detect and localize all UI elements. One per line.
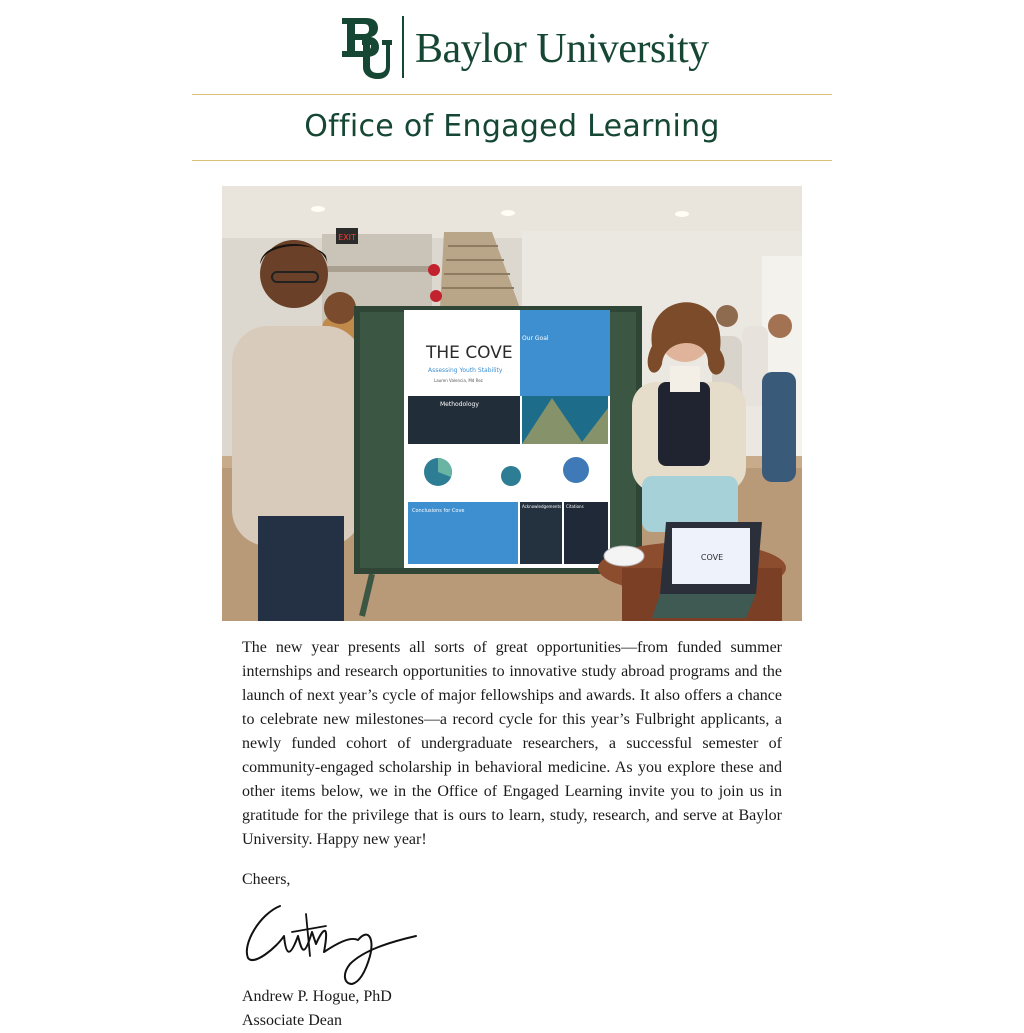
- office-title: Office of Engaged Learning: [304, 109, 720, 144]
- feature-photo[interactable]: [222, 186, 802, 621]
- email-header: [0, 0, 1024, 94]
- photo-image-icon: [222, 186, 802, 621]
- signature-icon: [240, 896, 422, 988]
- poster-conclusion-heading: Conclusions for Cove: [412, 508, 465, 514]
- laptop-screen-text: COVE: [700, 553, 724, 562]
- poster-authors: Lauren Valencia, Md Rez: [434, 378, 483, 383]
- signer-title: Associate Dean: [242, 1012, 342, 1029]
- baylor-bu-logo-icon[interactable]: [340, 16, 392, 80]
- poster-acknowledgements-heading: Acknowledgements: [522, 504, 562, 509]
- logo-divider: [402, 16, 404, 78]
- poster-methodology-heading: Methodology: [440, 401, 479, 408]
- logo-wordmark[interactable]: Baylor University: [415, 26, 709, 72]
- poster-citations-heading: Citations: [566, 504, 584, 509]
- poster-brand: THE COVE: [426, 343, 513, 363]
- signer-name: Andrew P. Hogue, PhD: [242, 988, 392, 1005]
- poster-goal-heading: Our Goal: [522, 335, 549, 342]
- header-rule-top: [192, 94, 832, 95]
- poster-title: Assessing Youth Stability: [428, 367, 503, 374]
- letter-closing: Cheers,: [242, 871, 291, 888]
- header-rule-bottom: [192, 160, 832, 161]
- exit-sign-text: EXIT: [338, 233, 356, 242]
- letter-body: The new year presents all sorts of great opportunities—from funded summer internships and research opportunities to innovative study abroad programs and the launch of next year’s cycle of major fellowships and awards. It also offers a chance to celebrate new milestones—a record cycle for this year’s Fulbright applicants, a newly funded cohort of undergraduate researchers, a successful semester of community-engaged scholarship in behavioral medicine. As you explore these and other items below, we in the Office of Engaged Learning invite you to join us in gratitude for the privilege that is ours to learn, study, research, and serve at Baylor University. Happy new year!: [242, 639, 782, 848]
